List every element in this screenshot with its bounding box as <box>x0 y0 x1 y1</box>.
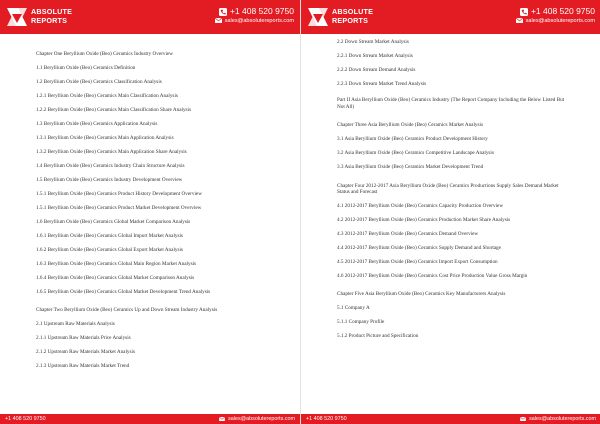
toc-item: 4.6 2012-2017 Beryllium Oxide (Beo) Ceramics Cost Price Production Value Gross Margin <box>337 273 528 280</box>
toc-item: 1.3.1 Beryllium Oxide (Beo) Ceramics Main Application Analysis <box>36 135 174 141</box>
toc-item: 1.6.3 Beryllium Oxide (Beo) Ceramics Global Main Region Market Analysis <box>36 261 197 267</box>
footer-email-text: sales@absolutereports.com <box>228 416 295 422</box>
toc-item: 1.3.2 Beryllium Oxide (Beo) Ceramics Main Application Share Analysis <box>36 149 187 155</box>
brand-name <box>31 7 72 25</box>
toc-chapter: Chapter Five Asia Beryllium Oxide (Beo) Ceramics Key Manufacturers Analysis <box>337 291 506 298</box>
brand-name-line1: ABSOLUTE <box>31 7 73 16</box>
header-contact <box>516 6 595 26</box>
brand-name-line1: ABSOLUTE <box>332 7 374 16</box>
toc-item: 1.5.1 Beryllium Oxide (Beo) Ceramics Product Market Development Overview <box>36 205 202 211</box>
report-page-right <box>300 0 600 424</box>
phone-icon <box>219 8 227 16</box>
footer-email-text: sales@absolutereports.com <box>529 416 596 422</box>
page-footer <box>0 414 300 424</box>
toc-item: 4.4 2012-2017 Beryllium Oxide (Beo) Ceramics Supply Demand and Shortage <box>337 245 501 252</box>
toc-item: 2.1.1 Upstream Raw Materials Price Analysis <box>36 335 131 342</box>
toc-item: 4.5 2012-2017 Beryllium Oxide (Beo) Ceramics Import Export Consumption <box>337 259 498 266</box>
header-phone[interactable] <box>215 6 294 17</box>
toc-item: 1.2.1 Beryllium Oxide (Beo) Ceramics Main Classification Analysis <box>36 93 178 99</box>
toc-item: 4.2 2012-2017 Beryllium Oxide (Beo) Ceramics Production Market Share Analysis <box>337 217 511 224</box>
toc-item: 1.3 Beryllium Oxide (Beo) Ceramics Application Analysis <box>36 121 158 127</box>
toc-item: 5.1.2 Product Picture and Specification <box>337 333 419 340</box>
mail-icon <box>516 18 523 23</box>
toc-item: 2.1.3 Upstream Raw Materials Market Trend <box>36 363 130 370</box>
toc-item: 2.2 Down Stream Market Analysis <box>337 39 409 45</box>
toc-item: 1.1 Beryllium Oxide (Beo) Ceramics Definition <box>36 65 136 71</box>
footer-email[interactable] <box>219 414 295 424</box>
footer-phone[interactable]: +1 408 520 9750 <box>5 416 46 422</box>
header-email[interactable] <box>516 17 595 26</box>
header-email-text: sales@absolutereports.com <box>224 18 294 24</box>
toc-item: 2.2.3 Down Stream Market Trend Analysis <box>337 81 427 87</box>
toc-item: 2.1 Upstream Raw Materials Analysis <box>36 321 115 328</box>
toc-item: 1.5.1 Beryllium Oxide (Beo) Ceramics Product History Development Overview <box>36 191 202 197</box>
mail-icon <box>219 417 225 421</box>
toc-list-left <box>36 38 264 408</box>
footer-email[interactable] <box>520 414 596 424</box>
toc-item: 5.1.1 Company Profile <box>337 319 385 326</box>
brand-logo[interactable] <box>307 5 387 29</box>
brand-logo-icon <box>307 6 329 28</box>
page-header <box>301 0 600 34</box>
header-email[interactable] <box>215 17 294 26</box>
brand-name-line2: REPORTS <box>332 16 369 25</box>
toc-item: 1.2 Beryllium Oxide (Beo) Ceramics Classification Analysis <box>36 79 162 85</box>
toc-chapter: Chapter Three Asia Beryllium Oxide (Beo) Ceramics Market Analysis <box>337 122 483 129</box>
brand-logo-icon <box>6 6 28 28</box>
toc-item: 1.5 Beryllium Oxide (Beo) Ceramics Industry Development Overview <box>36 177 183 183</box>
toc-item: 3.1 Asia Beryllium Oxide (Beo) Ceramics Product Development History <box>337 136 488 143</box>
header-contact <box>215 6 294 26</box>
toc-part: Part II Asia Beryllium Oxide (Beo) Ceramics Industry (The Report Company Including the Below Listed But Not All) <box>337 97 565 110</box>
toc-item: 1.6.2 Beryllium Oxide (Beo) Ceramics Global Export Market Analysis <box>36 247 183 253</box>
toc-item: 4.3 2012-2017 Beryllium Oxide (Beo) Ceramics Demand Overview <box>337 231 479 238</box>
toc-item: 2.2.2 Down Stream Demand Analysis <box>337 67 416 73</box>
toc-item: 4.1 2012-2017 Beryllium Oxide (Beo) Ceramics Capacity Production Overview <box>337 203 504 210</box>
toc-item: 2.1.2 Upstream Raw Materials Market Analysis <box>36 349 135 356</box>
toc-item: 1.6.5 Beryllium Oxide (Beo) Ceramics Global Market Development Trend Analysis <box>36 289 211 295</box>
brand-logo[interactable] <box>6 5 86 29</box>
toc-item: 3.2 Asia Beryllium Oxide (Beo) Ceramics Competitive Landscape Analysis <box>337 150 494 157</box>
header-phone-text: +1 408 520 9750 <box>530 6 595 16</box>
toc-item: 2.2.1 Down Stream Market Analysis <box>337 53 413 59</box>
header-phone[interactable] <box>516 6 595 17</box>
phone-icon <box>520 8 528 16</box>
brand-name <box>332 7 373 25</box>
footer-phone[interactable]: +1 408 520 9750 <box>306 416 347 422</box>
header-email-text: sales@absolutereports.com <box>525 18 595 24</box>
toc-item: 1.4 Beryllium Oxide (Beo) Ceramics Industry Chain Structure Analysis <box>36 163 185 169</box>
toc-item: 1.6.1 Beryllium Oxide (Beo) Ceramics Global Import Market Analysis <box>36 233 183 239</box>
toc-list-right <box>337 38 565 408</box>
toc-item: 1.2.2 Beryllium Oxide (Beo) Ceramics Main Classification Share Analysis <box>36 107 192 113</box>
toc-item: 5.1 Company A <box>337 305 370 312</box>
mail-icon <box>520 417 526 421</box>
mail-icon <box>215 18 222 23</box>
page-footer <box>301 414 600 424</box>
brand-name-line2: REPORTS <box>31 16 68 25</box>
toc-item: 1.6 Beryllium Oxide (Beo) Ceramics Global Market Comparison Analysis <box>36 219 191 225</box>
toc-chapter: Chapter Two Beryllium Oxide (Beo) Ceramics Up and Down Stream Industry Analysis <box>36 307 218 314</box>
page-header <box>0 0 300 34</box>
toc-chapter: Chapter Four 2012-2017 Asia Beryllium Oxide (Beo) Ceramics Productions Supply Sales Demand Market Status and Forecast <box>337 182 559 196</box>
toc-chapter: Chapter One Beryllium Oxide (Beo) Ceramics Industry Overview <box>36 51 174 57</box>
toc-item: 1.6.4 Beryllium Oxide (Beo) Ceramics Global Market Comparison Analysis <box>36 275 195 281</box>
header-phone-text: +1 408 520 9750 <box>229 6 294 16</box>
toc-item: 3.3 Asia Beryllium Oxide (Beo) Ceramics Market Development Trend <box>337 164 484 171</box>
